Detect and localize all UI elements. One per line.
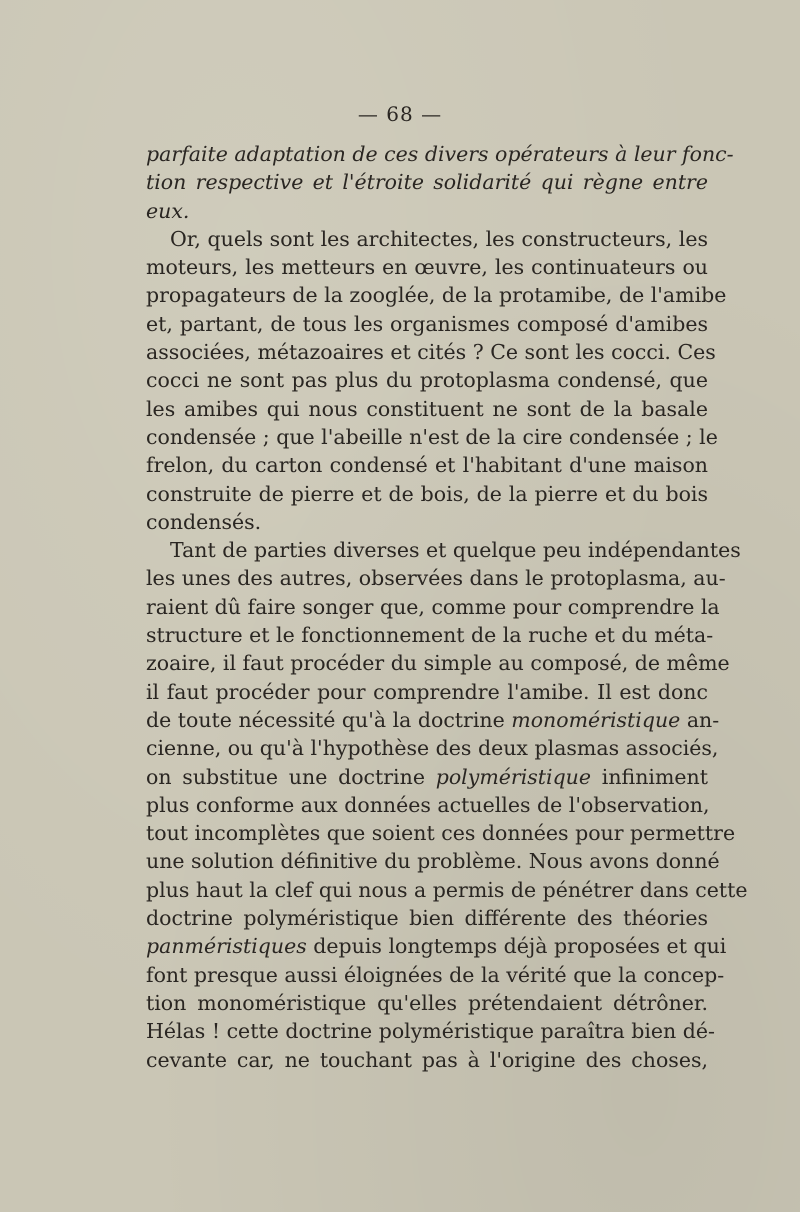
text-line: plus haut la clef qui nous a permis de pénétrer dans cette [146,877,748,902]
text-line: structure et le fonctionnement de la ruche et du méta- [146,623,714,648]
page-number: — 68 — [357,102,443,126]
text-line [146,932,727,960]
text-segment: on substitue une doctrine [146,764,436,789]
italic-term: monoméristique [511,707,681,732]
text-line: et, partant, de tous les organismes composé d'amibes [146,311,708,336]
body-text [146,140,748,1074]
text-segment: depuis longtemps déjà proposées et qui [306,934,727,959]
text-line: associées, métazoaires et cités ? Ce sont les cocci. Ces [146,340,716,365]
text-line: frelon, du carton condensé et l'habitant d'une maison [146,453,708,478]
text-line: plus conforme aux données actuelles de l'observation, [146,792,710,817]
text-line: parfaite adaptation de ces divers opérateurs à leur fonc- [146,142,734,166]
text-line: Or, quels sont les architectes, les constructeurs, les [170,226,708,251]
text-line: raient dû faire songer que, comme pour comprendre la [146,594,720,619]
italic-term: panméristiques [146,934,307,959]
text-line: condensés. [146,509,262,534]
text-line: tion monoméristique qu'elles prétendaient détrôner. [146,990,708,1015]
text-line: tout incomplètes que soient ces données pour permettre [146,821,736,846]
text-segment: de toute nécessité qu'à la doctrine [146,707,512,732]
text-line: doctrine polyméristique bien différente des théories [146,906,708,931]
text-line [146,763,708,791]
text-line: font presque aussi éloignées de la vérité que la concep- [146,962,725,987]
text-line: il faut procéder pour comprendre l'amibe. Il est donc [146,679,708,704]
text-segment: infiniment [591,764,708,789]
text-line: les amibes qui nous constituent ne sont de la basale [146,396,708,421]
text-line: eux. [146,198,190,223]
text-line: cevante car, ne touchant pas à l'origine des choses, [146,1047,708,1072]
text-line: les unes des autres, observées dans le protoplasma, au- [146,566,726,591]
text-line: moteurs, les metteurs en œuvre, les continuateurs ou [146,255,708,280]
text-line: cienne, ou qu'à l'hypothèse des deux plasmas associés, [146,736,719,761]
text-line: propagateurs de la zooglée, de la protamibe, de l'amibe [146,283,727,308]
text-line: Tant de parties diverses et quelque peu indépendantes [170,538,741,563]
text-line: construite de pierre et de bois, de la pierre et du bois [146,481,708,506]
text-line: tion respective et l'étroite solidarité qui règne entre [146,170,708,195]
text-line: une solution définitive du problème. Nous avons donné [146,849,720,874]
text-line [146,706,720,734]
text-line: Hélas ! cette doctrine polyméristique paraîtra bien dé- [146,1019,715,1044]
text-line: cocci ne sont pas plus du protoplasma condensé, que [146,368,708,393]
italic-term: polyméristique [435,764,592,789]
text-line: condensée ; que l'abeille n'est de la cire condensée ; le [146,424,718,449]
text-line: zoaire, il faut procéder du simple au composé, de même [146,651,730,676]
text-segment: an- [680,707,720,732]
